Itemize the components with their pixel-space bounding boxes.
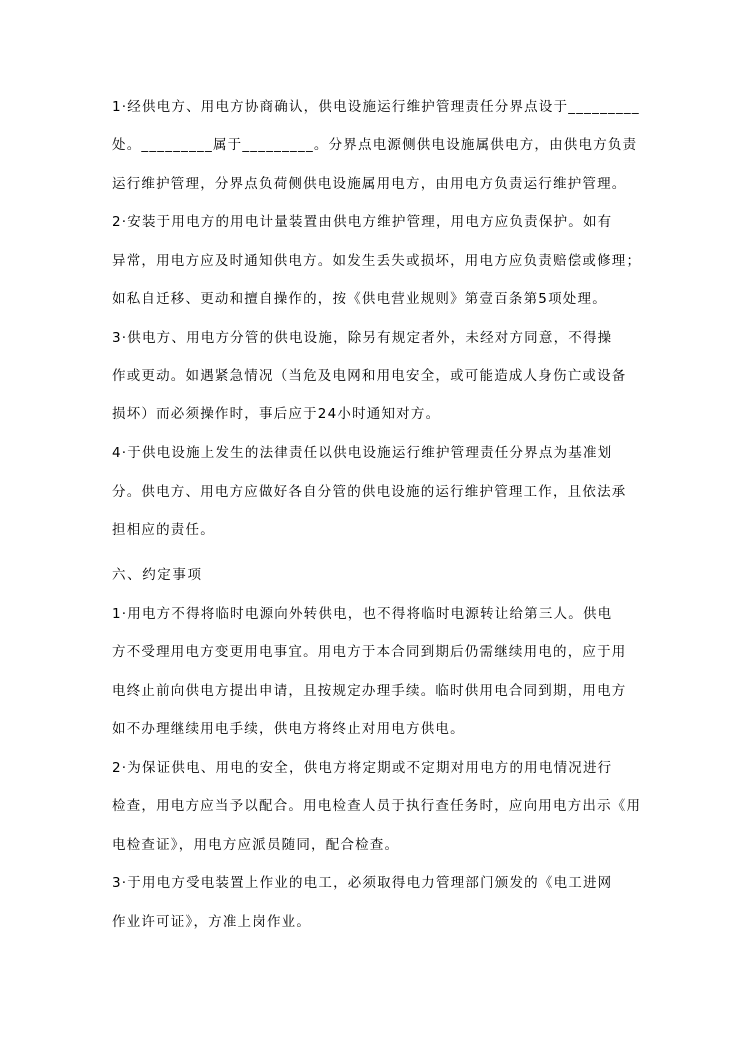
clause-5-4-line-3: 担相应的责任。 xyxy=(112,522,215,538)
clause-6-1-line-2: 方不受理用电方变更用电事宜。用电方于本合同到期后仍需继续用电的，应于用 xyxy=(112,644,627,660)
clause-5-1-line-3: 运行维护管理，分界点负荷侧供电设施属用电方，由用电方负责运行维护管理。 xyxy=(112,176,627,192)
clause-5-2-line-2: 异常，用电方应及时通知供电方。如发生丢失或损坏，用电方应负责赔偿或修理； xyxy=(112,253,642,269)
clause-5-3-line-2: 作或更动。如遇紧急情况（当危及电网和用电安全，或可能造成人身伤亡或设备 xyxy=(112,368,627,384)
clause-5-2-line-3: 如私自迁移、更动和擅自操作的，按《供电营业规则》第壹百条第5项处理。 xyxy=(112,291,607,307)
clause-6-1-line-3: 电终止前向供电方提出申请，且按规定办理手续。临时供用电合同到期，用电方 xyxy=(112,683,627,699)
clause-6-2-line-2: 检查，用电方应当予以配合。用电检查人员于执行查任务时，应向用电方出示《用 xyxy=(112,798,642,814)
clause-6-1-line-1: 1·用电方不得将临时电源向外转供电，也不得将临时电源转让给第三人。供电 xyxy=(112,606,613,622)
clause-5-2-line-1: 2·安装于用电方的用电计量装置由供电方维护管理，用电方应负责保护。如有 xyxy=(112,214,613,230)
clause-6-2-line-3: 电检查证》，用电方应派员随同，配合检查。 xyxy=(112,837,400,853)
section-heading: 六、约定事项 xyxy=(112,567,203,583)
clause-5-4-line-1: 4·于供电设施上发生的法律责任以供电设施运行维护管理责任分界点为基准划 xyxy=(112,445,613,461)
clause-6-3-line-2: 作业许可证》，方准上岗作业。 xyxy=(112,914,312,930)
clause-6-3-line-1: 3·于用电方受电装置上作业的电工，必须取得电力管理部门颁发的《电工进网 xyxy=(112,875,613,891)
clause-5-3-line-1: 3·供电方、用电方分管的供电设施，除另有规定者外，未经对方同意，不得操 xyxy=(112,330,613,346)
clause-5-4-line-2: 分。供电方、用电方应做好各自分管的供电设施的运行维护管理工作，且依法承 xyxy=(112,484,627,500)
clause-6-2-line-1: 2·为保证供电、用电的安全，供电方将定期或不定期对用电方的用电情况进行 xyxy=(112,760,613,776)
clause-6-1-line-4: 如不办理继续用电手续，供电方将终止对用电方供电。 xyxy=(112,721,465,737)
clause-5-3-line-3: 损坏）而必须操作时，事后应于24小时通知对方。 xyxy=(112,406,441,422)
clause-5-1-line-2: 处。_________属于_________。分界点电源侧供电设施属供电方，由供电方负责 xyxy=(112,137,638,153)
clause-5-1-line-1: 1·经供电方、用电方协商确认，供电设施运行维护管理责任分界点设于_________ xyxy=(112,99,640,115)
